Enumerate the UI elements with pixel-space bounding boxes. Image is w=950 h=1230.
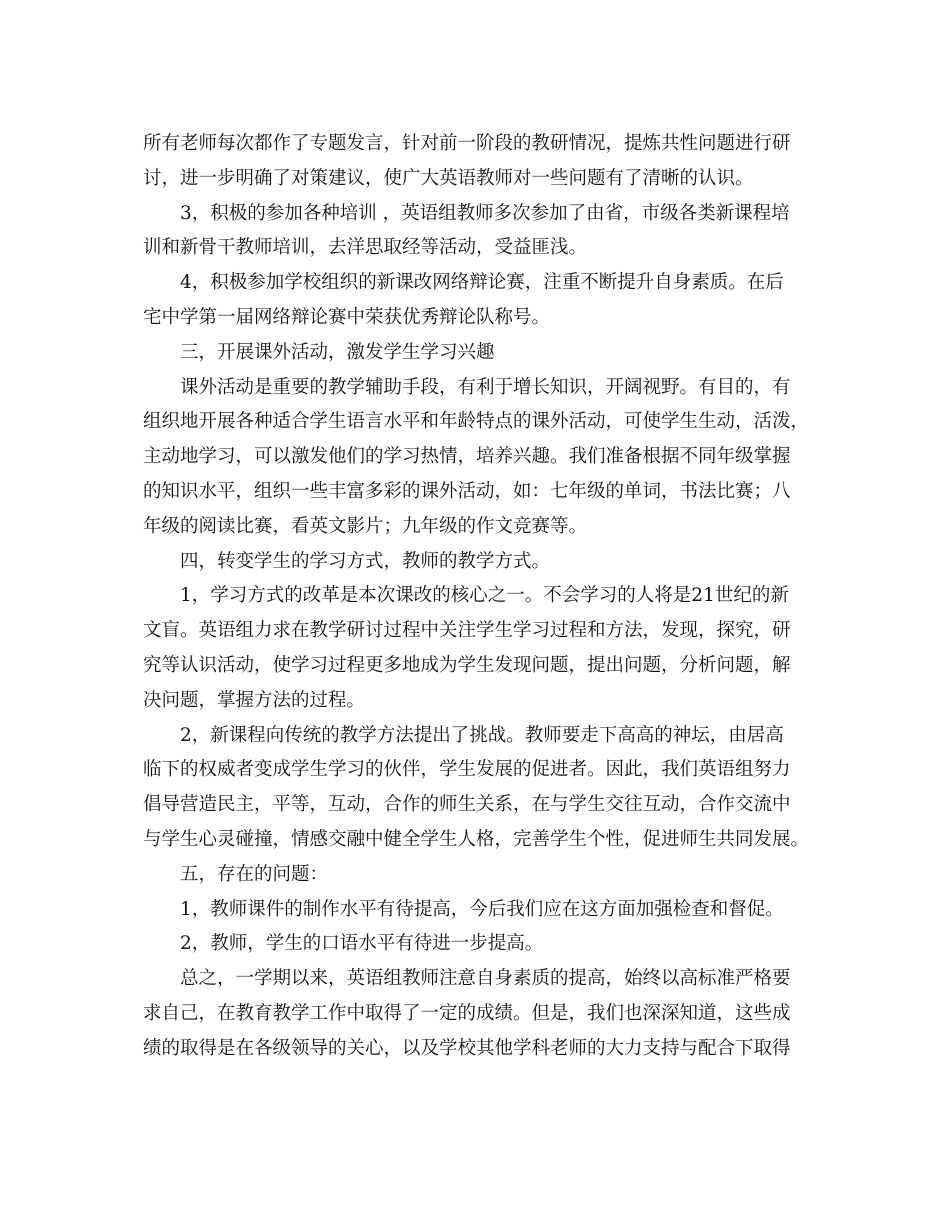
text-line: 2，教师，学生的口语水平有待进一步提高。	[180, 933, 544, 955]
text-line: 倡导营造民主，平等，互动，合作的师生关系，在与学生交往互动，合作交流中	[143, 794, 791, 816]
text-line: 五，存在的问题：	[180, 863, 329, 885]
text-line: 年级的阅读比赛，看英文影片；九年级的作文竞赛等。	[143, 515, 588, 537]
text-line: 1，学习方式的改革是本次课改的核心之一。不会学习的人将是21世纪的新	[180, 585, 789, 607]
text-line: 求自己，在教育教学工作中取得了一定的成绩。但是，我们也深深知道，这些成	[143, 1002, 791, 1024]
text-line: 讨，进一步明确了对策建议，使广大英语教师对一些问题有了清晰的认识。	[143, 167, 754, 189]
text-line: 组织地开展各种适合学生语言水平和年龄特点的课外活动，可使学生生动，活泼，	[143, 411, 810, 433]
text-line: 4，积极参加学校组织的新课改网络辩论赛，注重不断提升自身素质。在后	[180, 272, 784, 294]
text-line: 四，转变学生的学习方式，教师的教学方式。	[180, 550, 551, 572]
text-line: 的知识水平，组织一些丰富多彩的课外活动，如：七年级的单词，书法比赛；八	[143, 480, 791, 502]
text-line: 宅中学第一届网络辩论赛中荣获优秀辩论队称号。	[143, 306, 551, 328]
text-line: 2，新课程向传统的教学方法提出了挑战。教师要走下高高的神坛，由居高	[180, 724, 784, 746]
text-line: 绩的取得是在各级领导的关心，以及学校其他学科老师的大力支持与配合下取得	[143, 1037, 791, 1059]
text-line: 三，开展课外活动，激发学生学习兴趣	[180, 341, 495, 363]
text-line: 3，积极的参加各种培训 ，英语组教师多次参加了由省，市级各类新课程培	[180, 202, 790, 224]
text-line: 文盲。英语组力求在教学研讨过程中关注学生学习过程和方法，发现，探究，研	[143, 620, 791, 642]
text-line: 与学生心灵碰撞，情感交融中健全学生人格，完善学生个性，促进师生共同发展。	[143, 828, 810, 850]
text-line: 训和新骨干教师培训，去洋思取经等活动，受益匪浅。	[143, 237, 588, 259]
document-body	[143, 127, 813, 1067]
text-line: 所有老师每次都作了专题发言，针对前一阶段的教研情况，提炼共性问题进行研	[143, 133, 791, 154]
text-line: 课外活动是重要的教学辅助手段，有利于增长知识，开阔视野。有目的，有	[180, 376, 791, 398]
text-line: 决问题，掌握方法的过程。	[143, 689, 366, 711]
text-line: 临下的权威者变成学生学习的伙伴，学生发展的促进者。因此，我们英语组努力	[143, 759, 791, 781]
text-line: 究等认识活动，使学习过程更多地成为学生发现问题，提出问题，分析问题，解	[143, 654, 791, 676]
text-line: 1，教师课件的制作水平有待提高，今后我们应在这方面加强检查和督促。	[180, 898, 784, 920]
text-line: 总之，一学期以来，英语组教师注意自身素质的提高，始终以高标准严格要	[180, 968, 791, 990]
text-line: 主动地学习，可以激发他们的学习热情，培养兴趣。我们准备根据不同年级掌握	[143, 446, 791, 468]
